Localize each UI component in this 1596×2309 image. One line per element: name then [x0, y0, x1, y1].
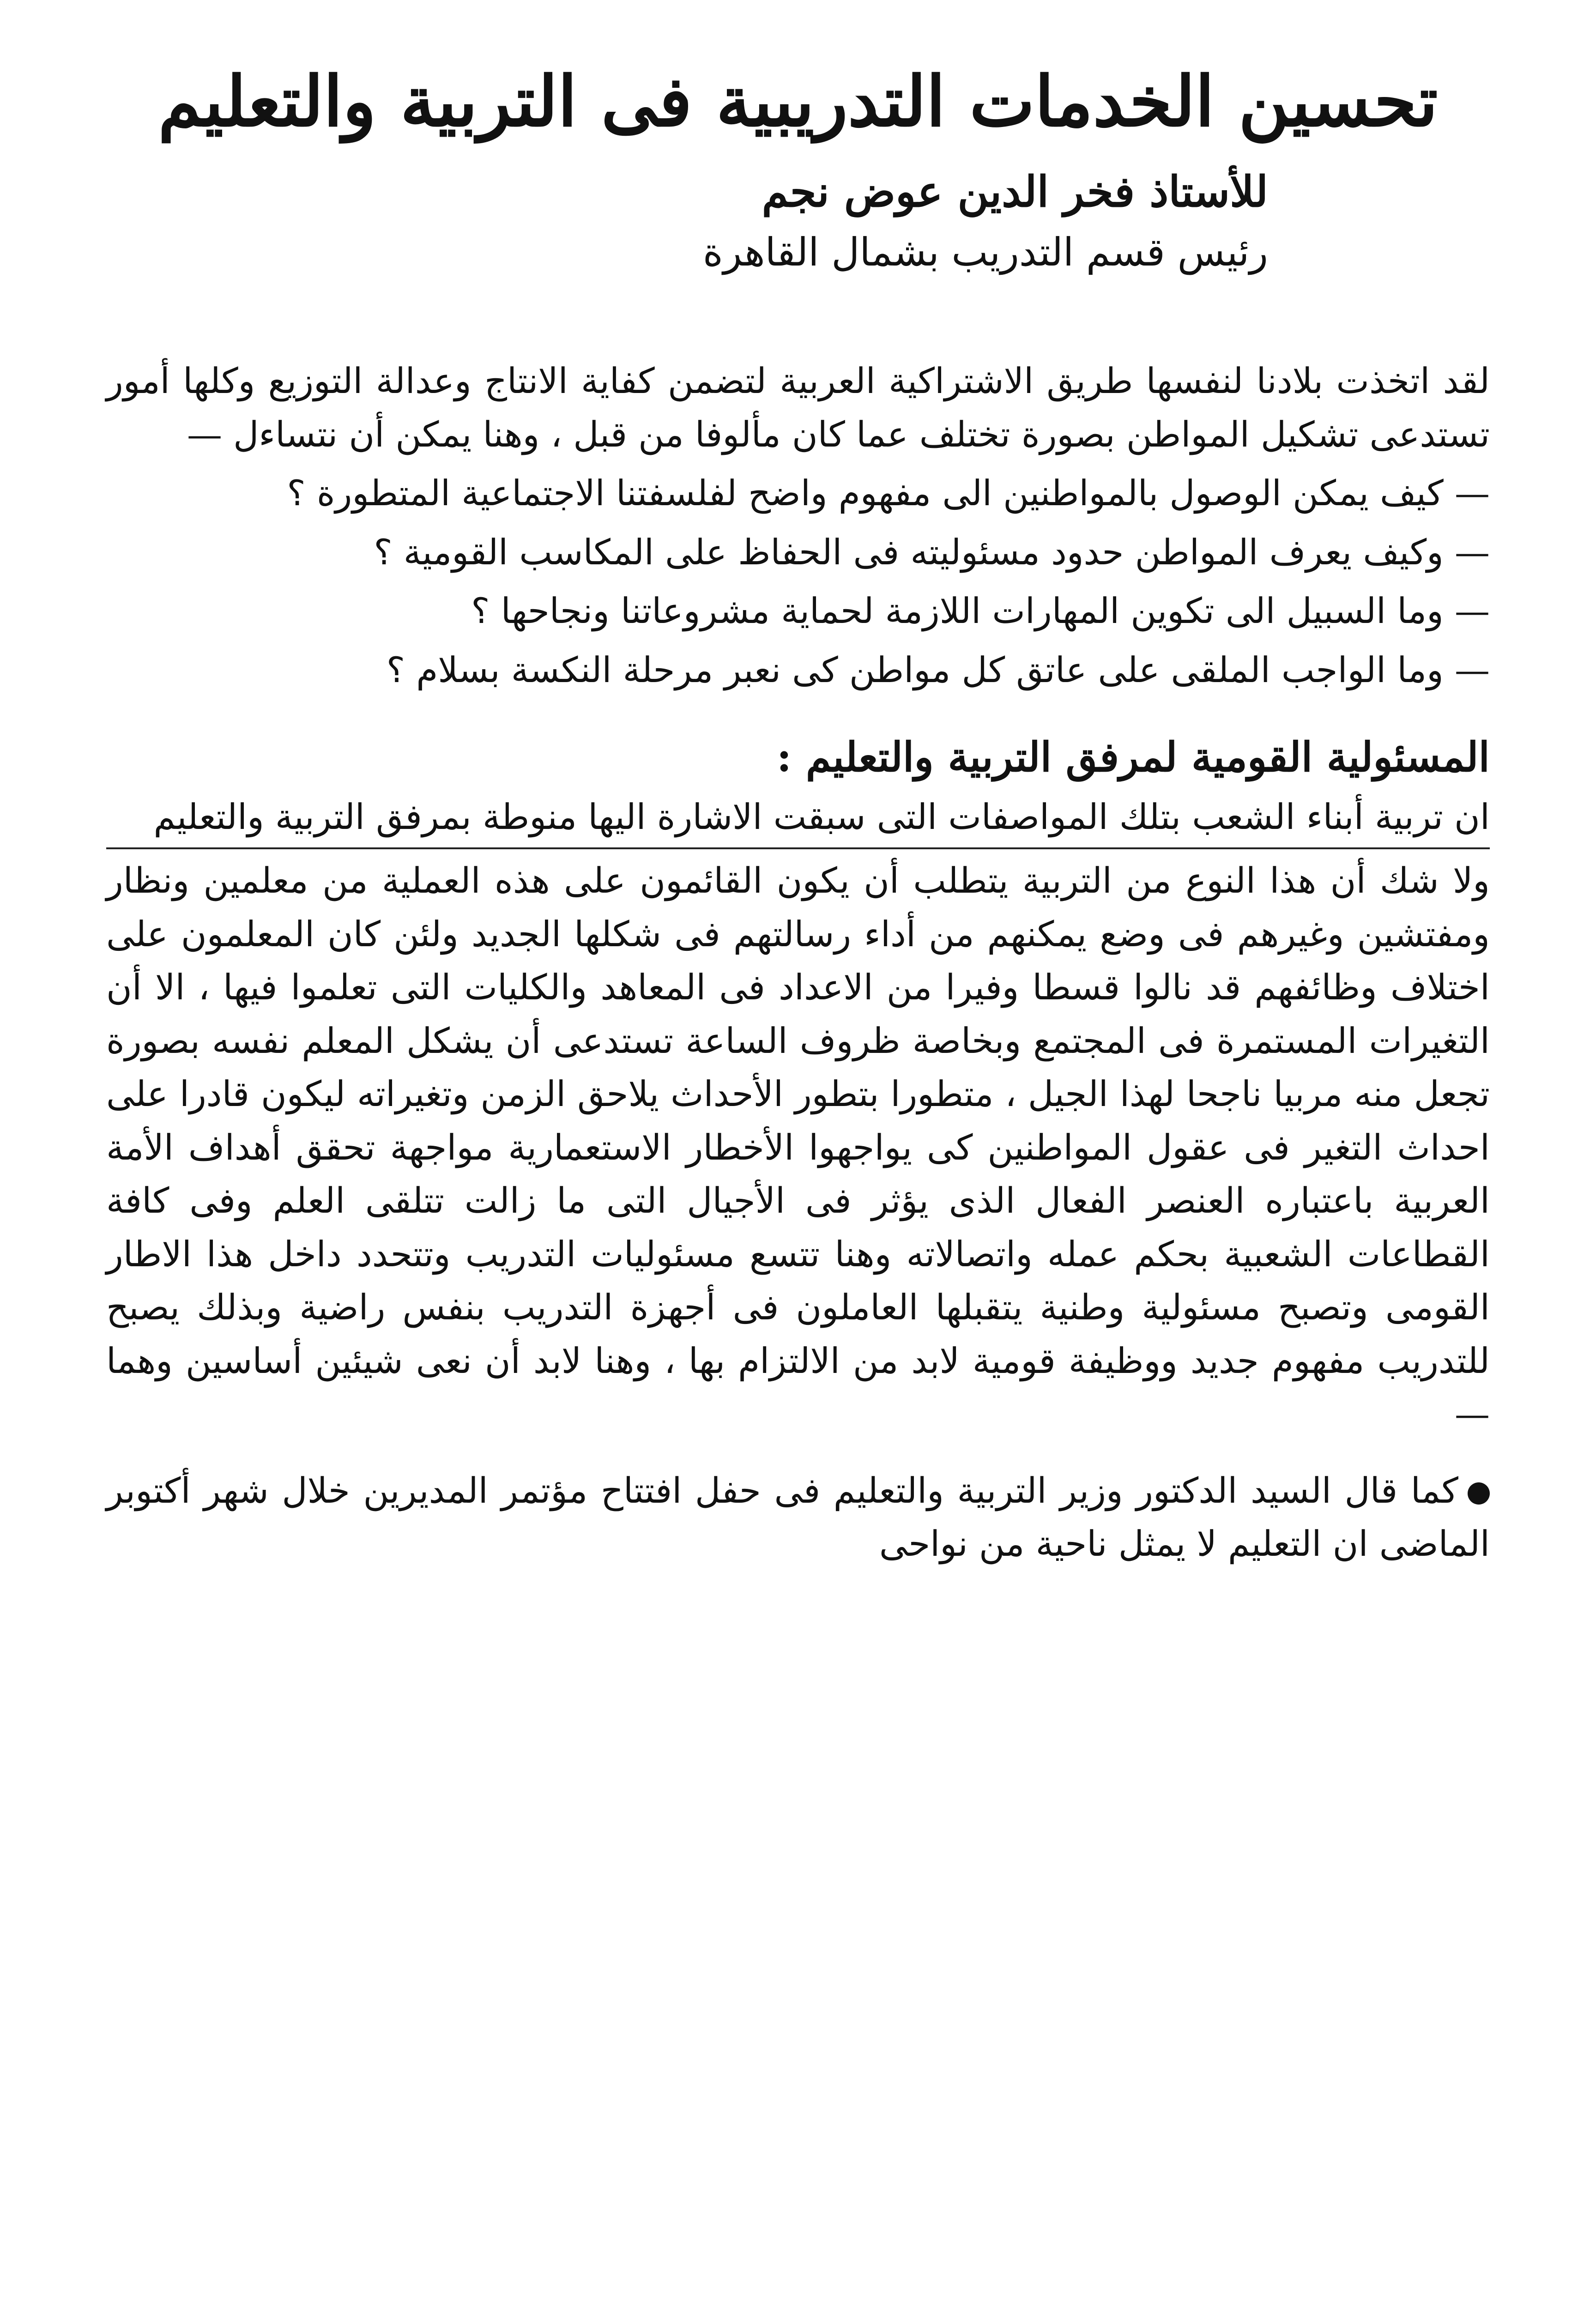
question-4: — وما الواجب الملقى على عاتق كل مواطن كى نعبر مرحلة النكسة بسلام ؟ — [386, 649, 1490, 690]
question-3: — وما السبيل الى تكوين المهارات اللازمة لحماية مشروعاتنا ونجاحها ؟ — [471, 590, 1490, 632]
question-2: — وكيف يعرف المواطن حدود مسئوليته فى الحفاظ على المكاسب القومية ؟ — [374, 531, 1490, 573]
section-paragraph-2: ولا شك أن هذا النوع من التربية يتطلب أن يكون القائمون على هذه العملية من معلمين ونظار ومفتشين وغيرهم فى وضع يمكنهم من أداء رسالتهم فى شكلها الجديد ولئن كان المعلمون على اختلاف وظائفهم قد نالوا قسطا وفيرا من الاعداد فى المعاهد والكليات التى تعلموا فيها ، الا أن التغيرات المستمرة فى المجتمع وبخاصة ظروف الساعة تستدعى أن يشكل المعلم نفسه بصورة تجعل منه مربيا ناجحا لهذا الجيل ، متطورا بتطور الأحداث يلاحق الزمن وتغيراته ليكون قادرا على احداث التغير فى عقول المواطنين كى يواجهوا الأخطار الاستعمارية مواجهة تحقق أهداف الأمة العربية باعتباره العنصر الفعال الذى يؤثر فى الأجيال التى ما زالت تتلقى العلم وفى كافة القطاعات الشعبية بحكم عمله واتصالاته وهنا تتسع مسئوليات التدريب وتتحدد داخل هذا الاطار القومى وتصبح مسئولية وطنية يتقبلها العاملون فى أجهزة التدريب بنفس راضية وبذلك يصبح للتدريب مفهوم جديد ووظيفة قومية لابد من الالتزام بها ، وهنا لابد أن نعى شيئين أساسين وهما — — [106, 859, 1490, 1435]
bullet-paragraph — [106, 1464, 1490, 1571]
bullet-text: كما قال السيد الدكتور وزير التربية والتعليم فى حفل افتتاح مؤتمر المديرين خلال شهر أكتوبر الماضى ان التعليم لا يمثل ناحية من نواحى — [106, 1469, 1490, 1565]
intro-paragraph: لقد اتخذت بلادنا لنفسها طريق الاشتراكية العربية لتضمن كفاية الانتاج وعدالة التوزيع وكلها أمور تستدعى تشكيل المواطن بصورة تختلف عما كان مألوفا من قبل ، وهنا يمكن أن نتساءل — — [106, 360, 1490, 455]
paragraph-divider — [106, 847, 1490, 849]
article-title: تحسين الخدمات التدريبية فى التربية والتعليم — [158, 61, 1438, 142]
author-name: للأستاذ فخر الدين عوض نجم — [762, 167, 1268, 217]
section-heading: المسئولية القومية لمرفق التربية والتعليم : — [776, 733, 1490, 781]
section-paragraph-1: ان تربية أبناء الشعب بتلك المواصفات التى سبقت الاشارة اليها منوطة بمرفق التربية والتعليم — [153, 796, 1490, 838]
bullet-dot-icon — [1468, 1482, 1490, 1505]
question-1: — كيف يمكن الوصول بالمواطنين الى مفهوم واضح لفلسفتنا الاجتماعية المتطورة ؟ — [287, 472, 1490, 514]
author-role: رئيس قسم التدريب بشمال القاهرة — [702, 230, 1268, 275]
